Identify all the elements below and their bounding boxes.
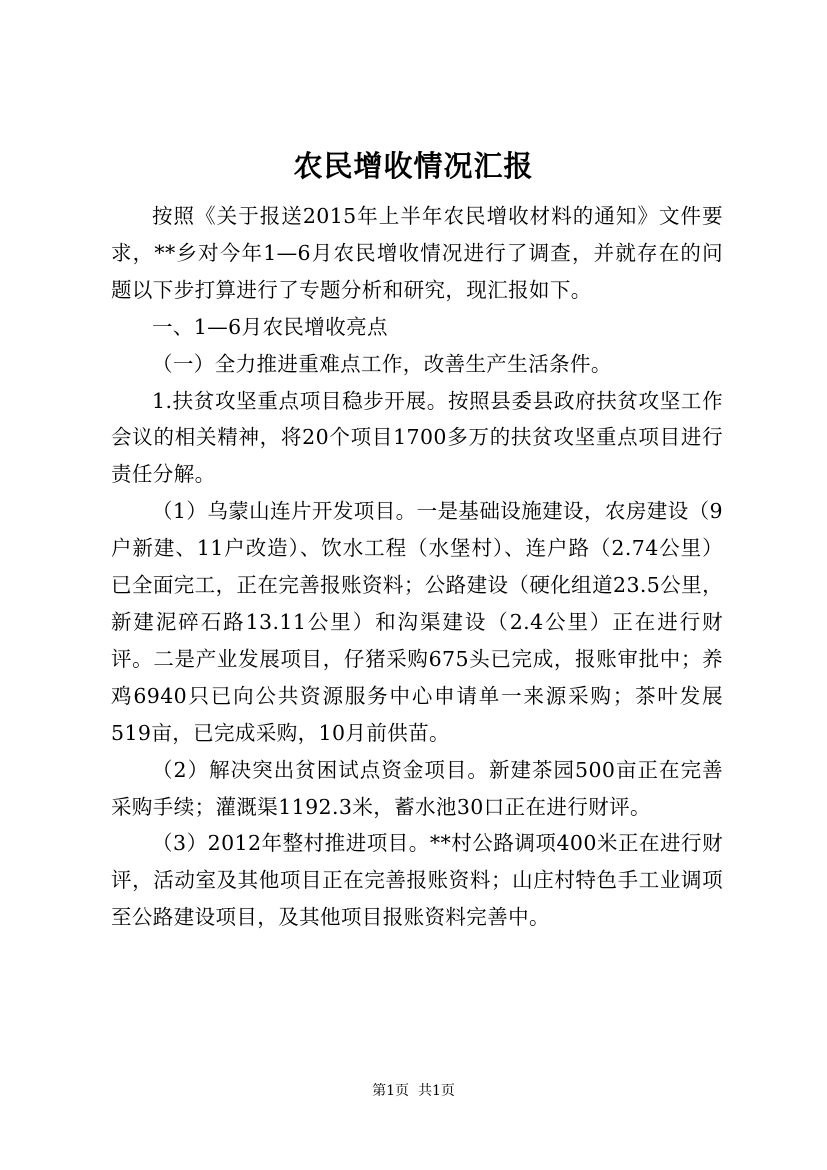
- paragraph-item-1: 1.扶贫攻坚重点项目稳步开展。按照县委县政府扶贫攻坚工作会议的相关精神，将20个项目1700多万的扶贫攻坚重点项目进行责任分解。: [111, 388, 723, 487]
- section-heading: 一、1—6月农民增收亮点: [152, 314, 388, 339]
- paragraph-project-2: （2）解决突出贫困试点资金项目。新建茶园500亩正在完善采购手续；灌溉渠1192.3米，蓄水池30口正在进行财评。: [111, 757, 723, 819]
- paragraph-intro: 按照《关于报送2015年上半年农民增收材料的通知》文件要求，**乡对今年1—6月农民增收情况进行了调查，并就存在的问题以下步打算进行了专题分析和研究，现汇报如下。: [111, 204, 723, 302]
- document-body: [111, 198, 723, 936]
- document-title: 农民增收情况汇报: [293, 149, 534, 183]
- paragraph-project-1: （1）乌蒙山连片开发项目。一是基础设施建设，农房建设（9户新建、11户改造）、饮水工程（水堡村）、连户路（2.74公里）已全面完工，正在完善报账资料；公路建设（硬化组道23.5公里，新建泥碎石路13.11公里）和沟渠建设（2.4公里）正在进行财评。二是产业发展项目，仔猪采购675头已完成，报账审批中；养鸡6940只已向公共资源服务中心申请单一来源采购；茶叶发展519亩，已完成采购，10月前供苗。: [111, 499, 723, 745]
- subsection-heading: （一）全力推进重难点工作，改善生产生活条件。: [152, 351, 612, 376]
- page-footer: 第1页 共1页: [372, 1083, 455, 1099]
- paragraph-project-3: （3）2012年整村推进项目。**村公路调项400米正在进行财评，活动室及其他项目正在完善报账资料；山庄村特色手工业调项至公路建设项目，及其他项目报账资料完善中。: [111, 831, 723, 930]
